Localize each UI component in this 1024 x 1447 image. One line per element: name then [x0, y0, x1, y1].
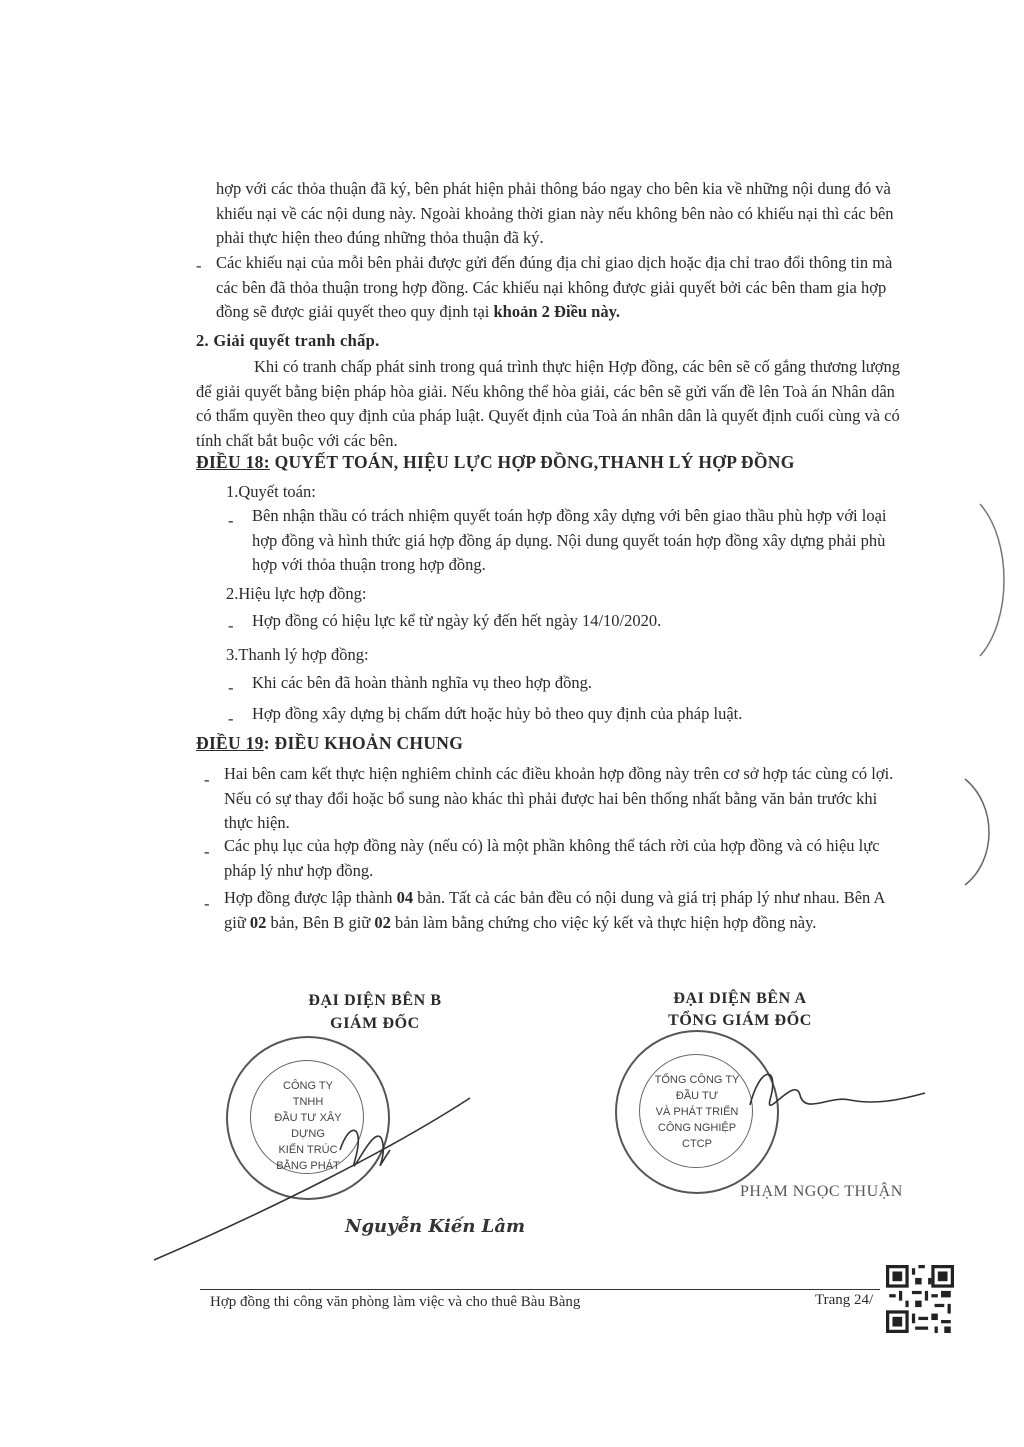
stamp-line: CÔNG TY	[283, 1080, 333, 1092]
bullet-dash: -	[196, 256, 202, 275]
party-b-role: GIÁM ĐỐC	[330, 1015, 420, 1032]
party-a-signature	[700, 1055, 930, 1135]
bullet-dash: -	[228, 678, 234, 697]
intro-paragraph: hợp với các thỏa thuận đã ký, bên phát hiện phải thông báo ngay cho bên kia về những nội dung đó và khiếu nại về các nội dung này. Ngoài khoảng thời gian này nếu không bên nào có khiếu nại thì các bên phải thực hiện theo đúng những thỏa thuận đã ký.	[216, 179, 894, 247]
stamp-line: VÀ PHÁT TRIỂN	[655, 1106, 739, 1118]
partial-seal-mark	[955, 775, 1005, 890]
stamp-line: CTCP	[682, 1138, 712, 1150]
party-a-role: TỔNG GIÁM ĐỐC	[668, 1012, 812, 1029]
general-item-3	[224, 886, 904, 935]
stamp-line: KIẾN TRÚC	[278, 1144, 338, 1156]
stamp-line: CÔNG NGHIỆP	[657, 1122, 737, 1134]
validity-item: Hợp đồng có hiệu lực kể từ ngày ký đến hết ngày 14/10/2020.	[252, 611, 662, 630]
party-b-label: ĐẠI DIỆN BÊN B	[308, 992, 442, 1009]
partial-seal-mark	[950, 500, 1010, 660]
bullet-dash: -	[228, 511, 234, 530]
party-b-copies: 02	[374, 912, 391, 932]
party-a-label: ĐẠI DIỆN BÊN A	[673, 990, 807, 1007]
bullet-dash: -	[204, 842, 210, 861]
bullet-dash: -	[228, 616, 234, 635]
liquidation-item-2: Hợp đồng xây dựng bị chấm dứt hoặc hủy bỏ theo quy định của pháp luật.	[252, 704, 743, 723]
bullet-dash: -	[204, 894, 210, 913]
complaints-reference: khoản 2 Điều này.	[493, 302, 621, 321]
settlement-item: Bên nhận thầu có trách nhiệm quyết toán hợp đồng xây dựng với bên giao thầu phù hợp với loại hợp đồng và hình thức giá hợp đồng áp dụng. Nội dung quyết toán hợp đồng xây dựng phải phù hợp với thỏa thuận trong hợp đồng.	[252, 506, 887, 574]
stamp-line: TỔNG CÔNG TY	[654, 1074, 740, 1086]
copies-text: bản làm bằng chứng cho việc ký kết và thực hiện hợp đồng này.	[394, 912, 817, 932]
copies-text: Hợp đồng được lập thành	[224, 888, 393, 907]
complaints-paragraph	[216, 251, 900, 325]
liquidation-item-1: Khi các bên đã hoàn thành nghĩa vụ theo hợp đồng.	[252, 673, 593, 692]
party-b-signature	[150, 1080, 480, 1270]
copies-text: bản. Tất cả các bản đều có nội dung và giá trị pháp lý như nhau. Bên A giữ	[224, 888, 885, 932]
footer-document-title: Hợp đồng thi công văn phòng làm việc và cho thuê Bàu Bàng	[210, 1294, 581, 1310]
settlement-title: 1.Quyết toán:	[226, 482, 316, 501]
stamp-line: ĐẦU TƯ	[675, 1090, 719, 1102]
bullet-dash: -	[204, 770, 210, 789]
article-19-number: ĐIỀU 19	[196, 733, 264, 753]
stamp-line: BẰNG PHÁT	[276, 1160, 340, 1172]
complaints-text: Các khiếu nại của mỗi bên phải được gửi đến đúng địa chỉ giao dịch hoặc địa chỉ trao đổi thông tin mà các bên đã thỏa thuận trong hợp đồng. Các khiếu nại không được giải quyết bởi các bên tham gia hợp đồng sẽ được giải quyết theo quy định tại	[216, 253, 893, 321]
section-2-body: Khi có tranh chấp phát sinh trong quá trình thực hiện Hợp đồng, các bên sẽ cố gắng thương lượng để giải quyết bằng biện pháp hòa giải. Nếu không thể hòa giải, các bên sẽ gửi vấn đề lên Toà án Nhân dân có thẩm quyền theo quy định của pháp luật. Quyết định của Toà án nhân dân là quyết định cuối cùng và có tính chất bắt buộc với các bên.	[196, 357, 900, 450]
stamp-line: ĐẦU TƯ XÂY DỰNG	[274, 1112, 342, 1140]
article-18-title: QUYẾT TOÁN, HIỆU LỰC HỢP ĐỒNG,THANH LÝ HỢP ĐỒNG	[274, 452, 795, 472]
bullet-dash: -	[228, 709, 234, 728]
liquidation-title: 3.Thanh lý hợp đồng:	[226, 645, 369, 664]
article-19-title: ĐIỀU KHOẢN CHUNG	[274, 733, 464, 753]
footer-rule	[200, 1289, 880, 1290]
footer-page-number: Trang 24/	[815, 1292, 874, 1308]
party-a-name: PHẠM NGỌC THUẬN	[740, 1183, 903, 1200]
validity-title: 2.Hiệu lực hợp đồng:	[226, 584, 367, 603]
party-a-copies: 02	[249, 912, 267, 932]
copies-text: bản, Bên B giữ	[270, 912, 371, 932]
article-19-heading: ĐIỀU 19: ĐIỀU KHOẢN CHUNG	[196, 733, 464, 753]
article-18-number: ĐIỀU 18:	[196, 452, 270, 472]
section-2-title: 2. Giải quyết tranh chấp.	[196, 331, 380, 350]
general-item-2: Các phụ lục của hợp đồng này (nếu có) là một phần không thể tách rời của hợp đồng và có hiệu lực pháp lý như hợp đồng.	[224, 836, 880, 880]
stamp-line: TNHH	[292, 1096, 324, 1108]
party-b-name: Nguyễn Kiến Lâm	[345, 1216, 526, 1237]
copies-count: 04	[396, 888, 414, 907]
general-item-1: Hai bên cam kết thực hiện nghiêm chỉnh các điều khoản hợp đồng này trên cơ sở hợp tác cùng có lợi. Nếu có sự thay đổi hoặc bổ sung nào khác thì phải được hai bên thống nhất bằng văn bản trước khi thực hiện.	[224, 764, 894, 832]
qr-code-icon	[886, 1264, 954, 1334]
article-18-heading	[196, 452, 795, 473]
